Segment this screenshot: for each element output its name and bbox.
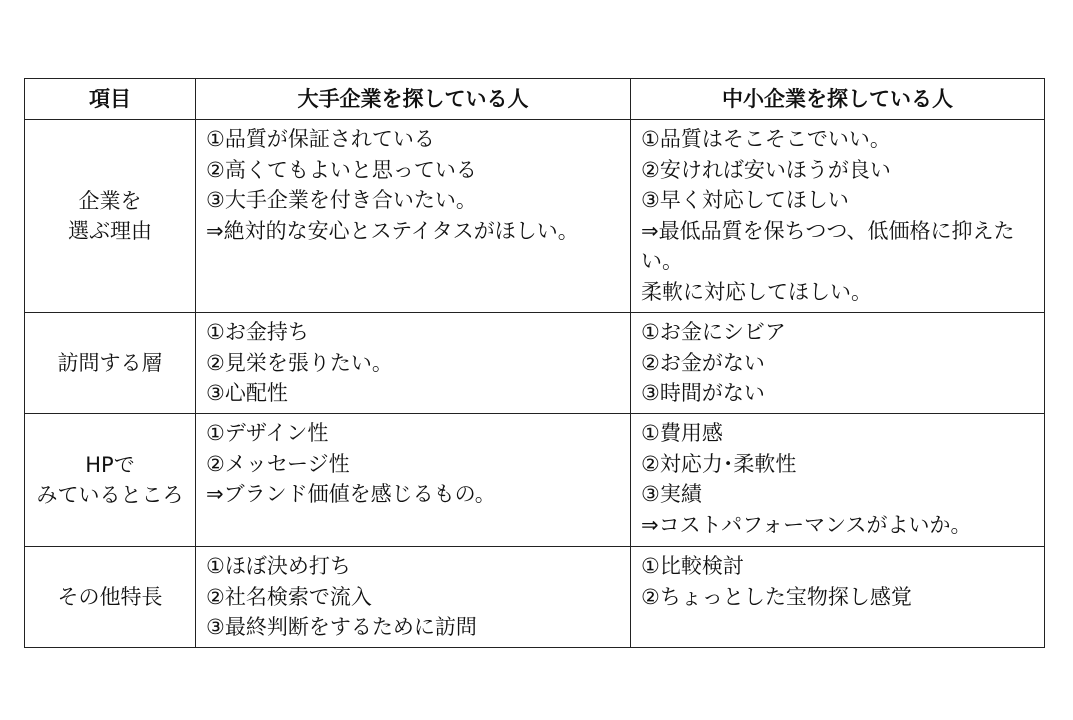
row-label-line: みているところ	[36, 483, 184, 507]
cell-line: ⇒絶対的な安心とステイタスがほしい。	[206, 218, 579, 243]
header-row	[25, 79, 1045, 120]
large-company-cell	[196, 313, 631, 414]
row-label	[25, 547, 196, 648]
large-company-cell	[196, 120, 631, 313]
cell-line: ②高くてもよいと思っている	[206, 157, 477, 182]
cell-line: ③実績	[641, 482, 702, 506]
comparison-table	[24, 78, 1045, 648]
row-label-line: 企業を	[78, 188, 142, 213]
cell-line: ③大手企業を付き合いたい。	[206, 188, 477, 212]
small-company-cell	[631, 313, 1045, 414]
header-large-company: 大手企業を探している人	[196, 79, 631, 120]
table-row	[25, 120, 1045, 313]
row-label	[25, 120, 196, 313]
row-label-line: その他特長	[57, 584, 163, 609]
cell-line: ①お金持ち	[206, 320, 309, 344]
cell-line: 柔軟に対応してほしい。	[641, 279, 872, 304]
small-company-cell	[631, 120, 1045, 313]
large-company-cell	[196, 547, 631, 648]
cell-line: ⇒ブランド価値を感じるもの。	[206, 482, 496, 506]
cell-line: ①お金にシビア	[641, 320, 786, 344]
row-label	[25, 313, 196, 414]
header-small-company: 中小企業を探している人	[631, 79, 1045, 120]
row-label-line: HPで	[85, 452, 135, 477]
cell-line: ①品質はそこそこでいい。	[641, 127, 891, 151]
table-row	[25, 414, 1045, 547]
large-company-cell	[196, 414, 631, 547]
cell-line: ③早く対応してほしい	[641, 188, 849, 212]
cell-line: ①比較検討	[641, 554, 744, 578]
cell-line: ②メッセージ性	[206, 451, 350, 476]
cell-line: ⇒最低品質を保ちつつ、低価格に抑えたい。	[641, 218, 1015, 273]
cell-line: ②対応力･柔軟性	[641, 451, 797, 476]
cell-line: ②ちょっとした宝物探し感覚	[641, 584, 912, 609]
cell-line: ①品質が保証されている	[206, 127, 435, 151]
small-company-cell	[631, 414, 1045, 547]
row-label-line: 選ぶ理由	[68, 219, 152, 243]
row-label	[25, 414, 196, 547]
cell-line: ①デザイン性	[206, 421, 329, 445]
cell-line: ②社名検索で流入	[206, 584, 372, 609]
cell-line: ①費用感	[641, 421, 723, 445]
cell-line: ②見栄を張りたい。	[206, 350, 393, 375]
row-label-line: 訪問する層	[57, 350, 163, 375]
header-item: 項目	[25, 79, 196, 120]
cell-line: ③最終判断をするために訪問	[206, 615, 477, 639]
cell-line: ③時間がない	[641, 381, 765, 405]
table-row	[25, 547, 1045, 648]
table-row	[25, 313, 1045, 414]
cell-line: ②安ければ安いほうが良い	[641, 157, 891, 182]
cell-line: ⇒コストパフォーマンスがよいか。	[641, 512, 972, 537]
cell-line: ①ほぼ決め打ち	[206, 554, 351, 578]
cell-line: ②お金がない	[641, 350, 765, 375]
cell-line: ③心配性	[206, 381, 288, 405]
small-company-cell	[631, 547, 1045, 648]
